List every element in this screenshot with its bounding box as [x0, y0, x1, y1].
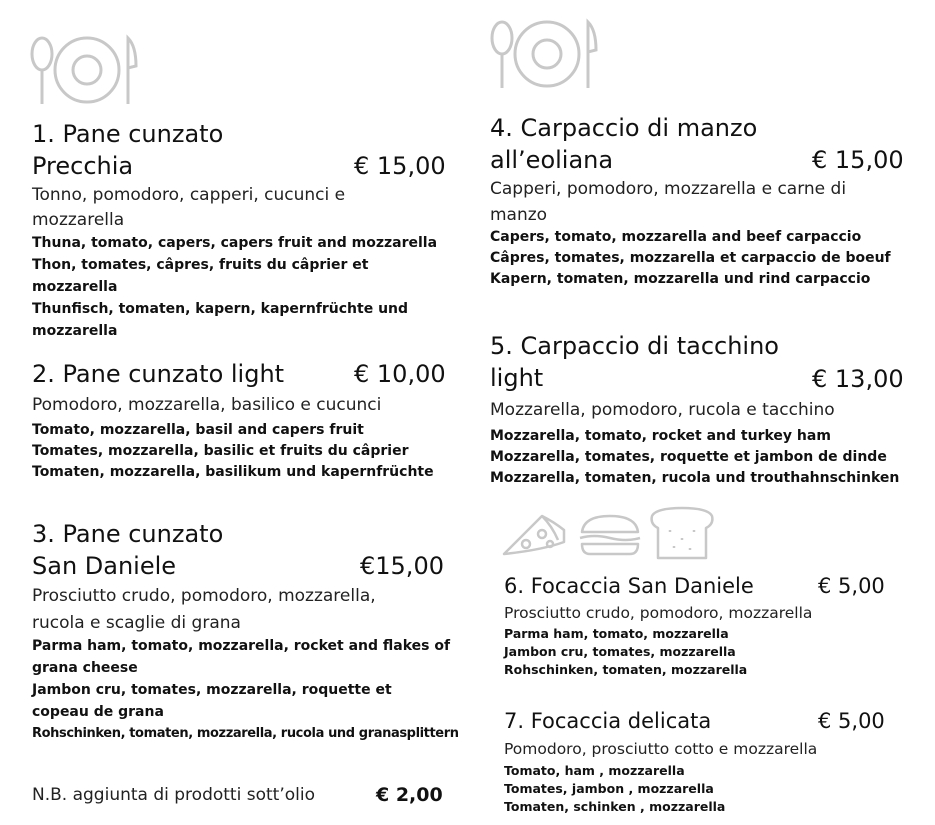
item-price: € 10,00: [354, 360, 446, 388]
menu-item: [490, 330, 920, 489]
item-ingredients: Prosciutto crudo, pomodoro, mozzarella,: [32, 586, 376, 606]
item-translation: Tomaten, mozzarella, basilikum und kapernfrüchte: [32, 464, 434, 480]
burger-icon: [578, 514, 642, 556]
item-ingredients: Prosciutto crudo, pomodoro, mozzarella: [504, 604, 813, 622]
item-translation: copeau de grana: [32, 704, 164, 720]
item-translation: Jambon cru, tomates, mozzarella: [504, 644, 736, 659]
item-translation: Mozzarella, tomato, rocket and turkey ham: [490, 428, 831, 444]
item-translation: Tomaten, schinken , mozzarella: [504, 799, 726, 814]
item-title: 1. Pane cunzato: [32, 120, 224, 148]
item-price: € 13,00: [812, 365, 904, 393]
item-translation: Tomato, ham , mozzarella: [504, 763, 685, 778]
menu-item: [490, 112, 920, 290]
cutlery-plate-icon: [490, 20, 600, 90]
item-translation: Jambon cru, tomates, mozzarella, roquette et: [32, 682, 392, 698]
item-translation: Tomates, jambon , mozzarella: [504, 781, 714, 796]
item-translation: Thuna, tomato, capers, capers fruit and mozzarella: [32, 235, 438, 251]
item-translation: Mozzarella, tomaten, rucola und trouthahnschinken: [490, 470, 900, 486]
item-translation: grana cheese: [32, 660, 138, 676]
bread-slice-icon: [650, 506, 714, 560]
item-title: 7. Focaccia delicata: [504, 709, 712, 733]
item-title: 2. Pane cunzato light: [32, 360, 285, 388]
item-ingredients: Pomodoro, prosciutto cotto e mozzarella: [504, 740, 818, 758]
item-title: all’eoliana: [490, 146, 614, 174]
item-price: € 5,00: [818, 574, 885, 598]
item-translation: Thon, tomates, câpres, fruits du câprier et mozzarella: [32, 257, 369, 295]
item-ingredients: Mozzarella, pomodoro, rucola e tacchino: [490, 400, 835, 420]
item-title: 6. Focaccia San Daniele: [504, 574, 754, 598]
item-translation: Parma ham, tomato, mozzarella, rocket and flakes of: [32, 638, 451, 654]
item-translation: mozzarella: [32, 323, 118, 339]
note-price: € 2,00: [376, 784, 443, 806]
item-ingredients: Pomodoro, mozzarella, basilico e cucunci: [32, 395, 382, 415]
item-title: 4. Carpaccio di manzo: [490, 114, 758, 142]
item-title: San Daniele: [32, 552, 177, 580]
item-price: € 5,00: [818, 709, 885, 733]
item-ingredients: manzo: [490, 205, 548, 225]
item-ingredients: Capperi, pomodoro, mozzarella e carne di: [490, 179, 847, 199]
item-translation: Capers, tomato, mozzarella and beef carpaccio: [490, 229, 862, 245]
item-ingredients: rucola e scaglie di grana: [32, 613, 241, 633]
item-title: 3. Pane cunzato: [32, 520, 224, 548]
item-translation: Parma ham, tomato, mozzarella: [504, 626, 729, 641]
note-text: N.B. aggiunta di prodotti sott’olio: [32, 785, 315, 805]
item-translation: Thunfisch, tomaten, kapern, kapernfrüchte und: [32, 301, 409, 317]
item-price: € 15,00: [812, 146, 904, 174]
item-translation: Rohschinken, tomaten, mozzarella, rucola und granasplittern: [32, 726, 459, 741]
item-translation: Tomato, mozzarella, basil and capers fruit: [32, 422, 364, 438]
item-title: Precchia: [32, 152, 134, 180]
cutlery-plate-icon: [30, 36, 140, 106]
item-ingredients: Tonno, pomodoro, capperi, cucunci e: [32, 185, 346, 205]
item-translation: Kapern, tomaten, mozzarella und rind carpaccio: [490, 271, 871, 287]
pizza-slice-icon: [502, 512, 570, 557]
item-price: €15,00: [360, 552, 444, 580]
item-ingredients: mozzarella: [32, 210, 125, 230]
item-title: 5. Carpaccio di tacchino: [490, 332, 779, 360]
item-title: light: [490, 364, 544, 392]
item-translation: Mozzarella, tomates, roquette et jambon de dinde: [490, 449, 887, 465]
item-translation: Rohschinken, tomaten, mozzarella: [504, 662, 748, 677]
item-translation: Tomates, mozzarella, basilic et fruits du câprier: [32, 443, 409, 459]
item-price: € 15,00: [354, 152, 446, 180]
item-translation: Câpres, tomates, mozzarella et carpaccio de boeuf: [490, 250, 891, 266]
